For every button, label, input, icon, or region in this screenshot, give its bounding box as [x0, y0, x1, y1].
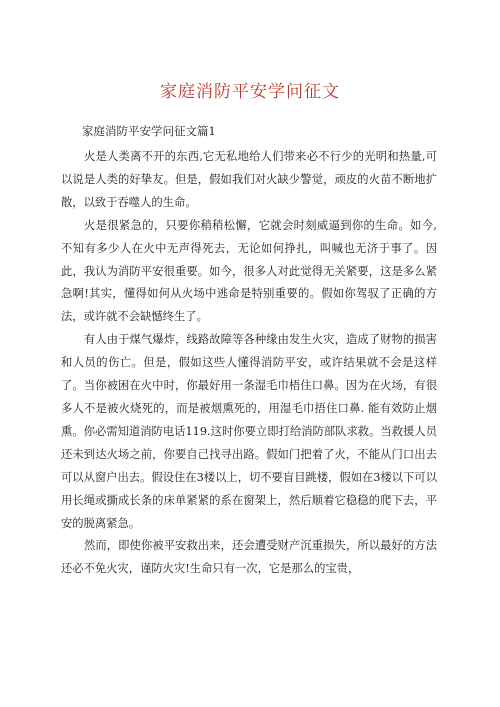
paragraph-4: 然而，即使你被平安救出来，还会遭受财产沉重损失，所以最好的方法还必不免火灾，谨防火灾!生命只有一次，它是那么的宝贵，	[61, 539, 437, 576]
document-title: 家庭消防平安学问征文	[160, 82, 340, 102]
document-body	[61, 146, 437, 581]
paragraph-3: 有人由于煤气爆炸，线路故障等各种缘由发生火灾，造成了财物的损害和人员的伤亡。但是，假如这些人懂得消防平安，或许结果就不会是这样了。当你被困在火中时，你最好用一条湿毛巾梧住口鼻。因为在火场，有很多人不是被火烧死的，而是被烟熏死的，用湿毛巾捂住口鼻. 能有效防止烟熏。你必需知道消防电话119.这时你要立即打给消防部队求救。当救援人员还未到达火场之前，你要自己找寻出路。假如门把着了火，不能从门口出去可以从窗户出去。假设住在3楼以上，切不要盲目跳楼，假如在3楼以下可以用长绳或撕成长条的床单紧紧的系在窗架上，然后顺着它稳稳的爬下去，平安的脱离紧急。	[61, 333, 437, 530]
document-subtitle: 家庭消防平安学问征文篇1	[82, 124, 216, 138]
paragraph-1: 火是人类离不开的东西,它无私地给人们带来必不行少的光明和热量,可以说是人类的好挚友。但是，假如我们对火缺少警觉，顽皮的火苗不断地扩散，以致于吞噬人的生命。	[61, 150, 437, 209]
paragraph-2: 火是很紧急的，只要你稍稍松懈，它就会时刻威逼到你的生命。如今,不知有多少人在火中无声得死去，无论如何挣扎，叫喊也无济于事了。因此，我认为消防平安很重要。如今，很多人对此觉得无关紧要，这是多么紧急啊!其实，懂得如何从火场中逃命是特别重要的。假如你驾驭了正确的方法，或许就不会缺憾终生了。	[61, 218, 437, 324]
